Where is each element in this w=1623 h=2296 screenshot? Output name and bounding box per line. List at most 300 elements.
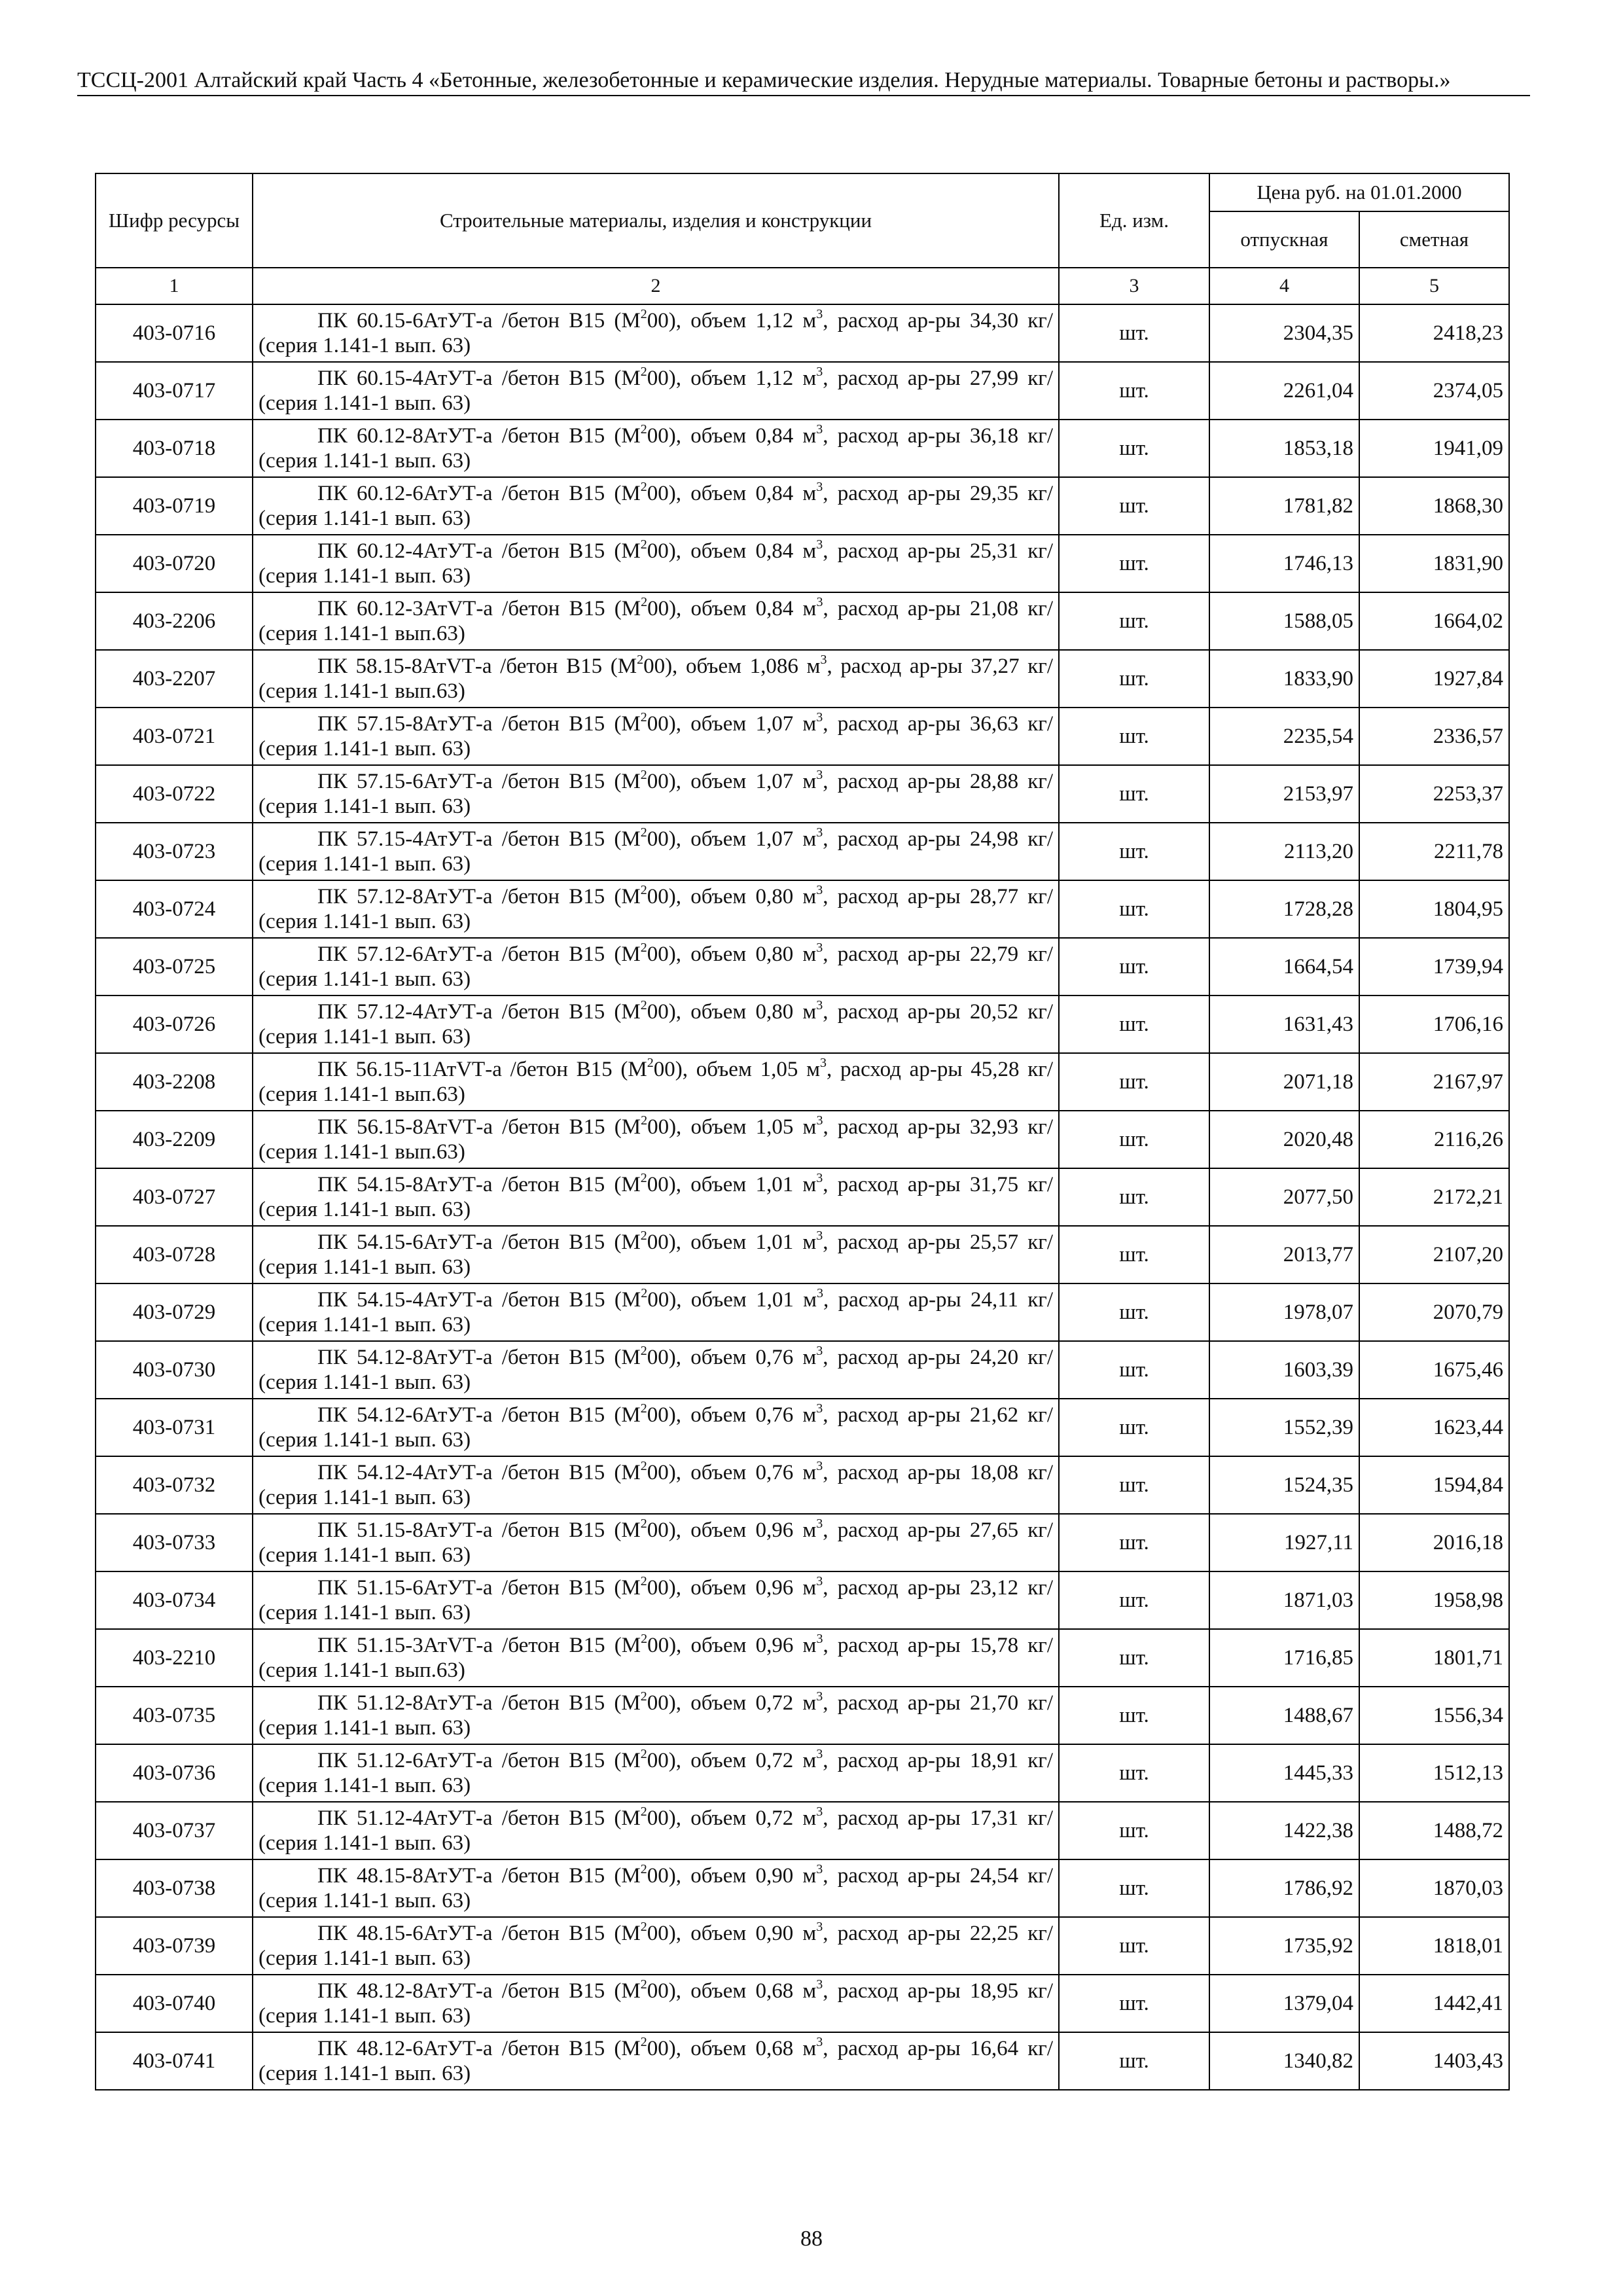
resource-code: 403-2207 [96, 650, 253, 708]
resource-code: 403-0717 [96, 362, 253, 420]
grade-superscript: 2 [640, 422, 647, 437]
description-part: ПК 51.12-8АтУТ-а /бетон В15 (М [317, 1691, 641, 1715]
description-part: , расход ар-ры 36,18 кг/ (серия 1.141-1 вып. 63) [259, 424, 1053, 473]
estimate-price: 2253,37 [1359, 765, 1509, 823]
release-price: 1781,82 [1209, 477, 1359, 535]
table-row [96, 938, 1509, 996]
description-part: 00), объем 0,68 м [647, 1979, 817, 2003]
description-part: ПК 57.15-4АтУТ-а /бетон В15 (М [317, 827, 641, 851]
unit: шт. [1059, 1226, 1209, 1283]
resource-code: 403-0731 [96, 1399, 253, 1456]
description-part: ПК 58.15-8АтVТ-а /бетон В15 (М [317, 655, 637, 678]
resource-code: 403-0738 [96, 1859, 253, 1917]
resource-code: 403-2210 [96, 1629, 253, 1687]
column-header-unit: Ед. изм. [1059, 173, 1209, 268]
cubic-superscript: 3 [816, 1229, 823, 1243]
description-part: , расход ар-ры 31,75 кг/ (серия 1.141-1 вып. 63) [259, 1173, 1053, 1221]
grade-superscript: 2 [640, 768, 647, 782]
estimate-price: 1739,94 [1359, 938, 1509, 996]
description-part: , расход ар-ры 24,54 кг/ (серия 1.141-1 вып. 63) [259, 1864, 1053, 1912]
cubic-superscript: 3 [816, 480, 823, 494]
estimate-price: 1594,84 [1359, 1456, 1509, 1514]
unit: шт. [1059, 1802, 1209, 1859]
cubic-superscript: 3 [816, 1401, 823, 1416]
document-header: ТССЦ-2001 Алтайский край Часть 4 «Бетонные, железобетонные и керамические изделия. Нерудные материалы. Товарные бетоны и растворы.» [77, 67, 1530, 96]
estimate-price: 1664,02 [1359, 592, 1509, 650]
description-part: ПК 56.15-8АтVТ-а /бетон В15 (М [317, 1115, 641, 1139]
description-part: 00), объем 0,84 м [647, 482, 817, 505]
cubic-superscript: 3 [816, 1977, 823, 1992]
item-description [253, 1399, 1059, 1456]
item-description [253, 2032, 1059, 2090]
description-part: 00), объем 0,90 м [647, 1922, 817, 1945]
resource-code: 403-0720 [96, 535, 253, 592]
description-part: 00), объем 1,01 м [647, 1173, 817, 1196]
estimate-price: 1958,98 [1359, 1571, 1509, 1629]
unit: шт. [1059, 708, 1209, 765]
item-description [253, 1283, 1059, 1341]
grade-superscript: 2 [640, 537, 647, 552]
description-part: ПК 48.12-8АтУТ-а /бетон В15 (М [317, 1979, 641, 2003]
description-part: 00), объем 1,12 м [647, 309, 817, 332]
description-part: , расход ар-ры 23,12 кг/ (серия 1.141-1 вып. 63) [259, 1576, 1053, 1624]
column-number: 4 [1209, 268, 1359, 304]
unit: шт. [1059, 2032, 1209, 2090]
unit: шт. [1059, 1168, 1209, 1226]
table-row [96, 1399, 1509, 1456]
column-header-release-price: отпускная [1209, 211, 1359, 268]
item-description [253, 1687, 1059, 1744]
description-part: 00), объем 0,72 м [647, 1691, 817, 1715]
column-number: 2 [253, 268, 1059, 304]
description-part: , расход ар-ры 16,64 кг/ (серия 1.141-1 вып. 63) [259, 2037, 1053, 2085]
description-part: , расход ар-ры 25,57 кг/ (серия 1.141-1 вып. 63) [259, 1230, 1053, 1279]
description-part: , расход ар-ры 15,78 кг/ (серия 1.141-1 вып.63) [259, 1634, 1053, 1682]
item-description [253, 996, 1059, 1053]
release-price: 1588,05 [1209, 592, 1359, 650]
description-part: , расход ар-ры 17,31 кг/ (серия 1.141-1 вып. 63) [259, 1806, 1053, 1855]
grade-superscript: 2 [640, 1689, 647, 1704]
grade-superscript: 2 [647, 1056, 654, 1070]
release-price: 2020,48 [1209, 1111, 1359, 1168]
unit: шт. [1059, 650, 1209, 708]
description-part: , расход ар-ры 27,99 кг/ (серия 1.141-1 вып. 63) [259, 367, 1053, 415]
release-price: 1488,67 [1209, 1687, 1359, 1744]
item-description [253, 1859, 1059, 1917]
resource-code: 403-2208 [96, 1053, 253, 1111]
description-part: , расход ар-ры 28,77 кг/ (серия 1.141-1 вып. 63) [259, 885, 1053, 933]
cubic-superscript: 3 [816, 1920, 823, 1934]
description-part: 00), объем 1,01 м [647, 1288, 817, 1312]
description-part: 00), объем 0,84 м [647, 597, 817, 620]
grade-superscript: 2 [640, 1747, 647, 1761]
description-part: 00), объем 0,96 м [647, 1634, 817, 1657]
resource-code: 403-2206 [96, 592, 253, 650]
item-description [253, 304, 1059, 362]
resource-code: 403-0727 [96, 1168, 253, 1226]
item-description [253, 535, 1059, 592]
table-row [96, 1687, 1509, 1744]
grade-superscript: 2 [641, 1286, 648, 1300]
resource-code: 403-0723 [96, 823, 253, 880]
release-price: 1786,92 [1209, 1859, 1359, 1917]
description-part: ПК 60.15-4АтУТ-а /бетон В15 (М [317, 367, 641, 390]
grade-superscript: 2 [640, 825, 647, 840]
description-part: ПК 54.15-8АтУТ-а /бетон В15 (М [317, 1173, 641, 1196]
cubic-superscript: 3 [816, 1459, 823, 1473]
description-part: 00), объем 0,76 м [647, 1346, 817, 1369]
unit: шт. [1059, 304, 1209, 362]
item-description [253, 1975, 1059, 2032]
release-price: 1853,18 [1209, 420, 1359, 477]
resource-code: 403-0740 [96, 1975, 253, 2032]
release-price: 1379,04 [1209, 1975, 1359, 2032]
description-part: ПК 60.12-8АтУТ-а /бетон В15 (М [317, 424, 641, 448]
cubic-superscript: 3 [816, 1171, 823, 1185]
resource-code: 403-0735 [96, 1687, 253, 1744]
release-price: 1524,35 [1209, 1456, 1359, 1514]
item-description [253, 1629, 1059, 1687]
description-part: 00), объем 1,086 м [643, 655, 821, 678]
grade-superscript: 2 [640, 941, 647, 955]
cubic-superscript: 3 [816, 768, 823, 782]
unit: шт. [1059, 535, 1209, 592]
resource-code: 403-0736 [96, 1744, 253, 1802]
item-description [253, 1168, 1059, 1226]
description-part: 00), объем 0,80 м [647, 885, 817, 908]
table-row [96, 1226, 1509, 1283]
estimate-price: 2107,20 [1359, 1226, 1509, 1283]
item-description [253, 823, 1059, 880]
estimate-price: 1801,71 [1359, 1629, 1509, 1687]
description-part: ПК 54.12-4АтУТ-а /бетон В15 (М [317, 1461, 641, 1484]
description-part: 00), объем 0,96 м [647, 1518, 817, 1542]
estimate-price: 1868,30 [1359, 477, 1509, 535]
description-part: , расход ар-ры 22,79 кг/ (серия 1.141-1 вып. 63) [259, 942, 1053, 991]
cubic-superscript: 3 [819, 1056, 827, 1070]
description-part: 00), объем 0,80 м [647, 942, 817, 966]
estimate-price: 1675,46 [1359, 1341, 1509, 1399]
table-row [96, 1629, 1509, 1687]
resource-code: 403-2209 [96, 1111, 253, 1168]
grade-superscript: 2 [640, 1401, 647, 1416]
release-price: 2261,04 [1209, 362, 1359, 420]
description-part: , расход ар-ры 28,88 кг/ (серия 1.141-1 вып. 63) [259, 770, 1053, 818]
table-row [96, 823, 1509, 880]
estimate-price: 1804,95 [1359, 880, 1509, 938]
description-part: 00), объем 0,72 м [647, 1749, 817, 1772]
item-description [253, 1571, 1059, 1629]
table-row [96, 1859, 1509, 1917]
resource-code: 403-0722 [96, 765, 253, 823]
release-price: 2113,20 [1209, 823, 1359, 880]
column-header-estimate-price: сметная [1359, 211, 1509, 268]
grade-superscript: 2 [640, 1516, 647, 1531]
item-description [253, 592, 1059, 650]
grade-superscript: 2 [641, 1632, 648, 1646]
estimate-price: 1556,34 [1359, 1687, 1509, 1744]
table-row [96, 362, 1509, 420]
unit: шт. [1059, 1571, 1209, 1629]
resource-code: 403-0726 [96, 996, 253, 1053]
cubic-superscript: 3 [816, 1747, 823, 1761]
table-row [96, 1975, 1509, 2032]
grade-superscript: 2 [640, 1862, 647, 1876]
column-header-name: Строительные материалы, изделия и конструкции [253, 173, 1059, 268]
cubic-superscript: 3 [816, 825, 823, 840]
description-part: 00), объем 0,76 м [647, 1461, 817, 1484]
estimate-price: 2172,21 [1359, 1168, 1509, 1226]
release-price: 2304,35 [1209, 304, 1359, 362]
description-part: 00), объем 0,84 м [647, 424, 817, 448]
description-part: , расход ар-ры 22,25 кг/ (серия 1.141-1 вып. 63) [259, 1922, 1053, 1970]
table-row [96, 1571, 1509, 1629]
item-description [253, 1456, 1059, 1514]
description-part: , расход ар-ры 18,08 кг/ (серия 1.141-1 вып. 63) [259, 1461, 1053, 1509]
item-description [253, 708, 1059, 765]
estimate-price: 1927,84 [1359, 650, 1509, 708]
grade-superscript: 2 [640, 883, 647, 897]
cubic-superscript: 3 [816, 1113, 823, 1128]
description-part: ПК 60.12-4АтУТ-а /бетон В15 (М [317, 539, 641, 563]
estimate-price: 2336,57 [1359, 708, 1509, 765]
description-part: 00), объем 0,96 м [647, 1576, 817, 1600]
description-part: , расход ар-ры 37,27 кг/ (серия 1.141-1 вып.63) [259, 655, 1053, 703]
description-part: 00), объем 1,07 м [647, 827, 817, 851]
unit: шт. [1059, 362, 1209, 420]
unit: шт. [1059, 477, 1209, 535]
description-part: 00), объем 1,07 м [647, 712, 817, 736]
description-part: ПК 51.15-6АтУТ-а /бетон В15 (М [317, 1576, 641, 1600]
resource-code: 403-0721 [96, 708, 253, 765]
estimate-price: 1623,44 [1359, 1399, 1509, 1456]
release-price: 1664,54 [1209, 938, 1359, 996]
table-row [96, 1053, 1509, 1111]
estimate-price: 1941,09 [1359, 420, 1509, 477]
release-price: 1978,07 [1209, 1283, 1359, 1341]
release-price: 1716,85 [1209, 1629, 1359, 1687]
table-row [96, 880, 1509, 938]
table-row [96, 1456, 1509, 1514]
item-description [253, 362, 1059, 420]
resource-code: 403-0737 [96, 1802, 253, 1859]
table-row [96, 2032, 1509, 2090]
description-part: , расход ар-ры 21,62 кг/ (серия 1.141-1 вып. 63) [259, 1403, 1053, 1452]
estimate-price: 2374,05 [1359, 362, 1509, 420]
table-row [96, 1168, 1509, 1226]
release-price: 2235,54 [1209, 708, 1359, 765]
estimate-price: 1818,01 [1359, 1917, 1509, 1975]
description-part: , расход ар-ры 36,63 кг/ (серия 1.141-1 вып. 63) [259, 712, 1053, 761]
description-part: , расход ар-ры 27,65 кг/ (серия 1.141-1 вып. 63) [259, 1518, 1053, 1567]
cubic-superscript: 3 [816, 1574, 823, 1588]
release-price: 1833,90 [1209, 650, 1359, 708]
description-part: 00), объем 0,72 м [647, 1806, 817, 1830]
table-row [96, 1283, 1509, 1341]
description-part: ПК 57.15-8АтУТ-а /бетон В15 (М [317, 712, 641, 736]
release-price: 2013,77 [1209, 1226, 1359, 1283]
description-part: ПК 60.12-6АтУТ-а /бетон В15 (М [317, 482, 641, 505]
table-row [96, 420, 1509, 477]
description-part: 00), объем 0,80 м [647, 1000, 817, 1024]
description-part: ПК 48.15-6АтУТ-а /бетон В15 (М [317, 1922, 641, 1945]
description-part: , расход ар-ры 32,93 кг/ (серия 1.141-1 вып.63) [259, 1115, 1053, 1164]
price-table [95, 173, 1510, 2090]
estimate-price: 1831,90 [1359, 535, 1509, 592]
page-number: 88 [800, 2227, 823, 2251]
grade-superscript: 2 [640, 1920, 647, 1934]
column-header-price-group: Цена руб. на 01.01.2000 [1209, 173, 1509, 211]
grade-superscript: 2 [640, 365, 647, 379]
cubic-superscript: 3 [816, 1862, 823, 1876]
item-description [253, 880, 1059, 938]
cubic-superscript: 3 [817, 1286, 824, 1300]
release-price: 1631,43 [1209, 996, 1359, 1053]
grade-superscript: 2 [640, 1229, 647, 1243]
description-part: , расход ар-ры 21,08 кг/ (серия 1.141-1 вып.63) [259, 597, 1053, 645]
description-part: ПК 48.12-6АтУТ-а /бетон В15 (М [317, 2037, 641, 2060]
description-part: ПК 51.12-6АтУТ-а /бетон В15 (М [317, 1749, 641, 1772]
description-part: , расход ар-ры 24,20 кг/ (серия 1.141-1 вып. 63) [259, 1346, 1053, 1394]
estimate-price: 1512,13 [1359, 1744, 1509, 1802]
resource-code: 403-0734 [96, 1571, 253, 1629]
grade-superscript: 2 [640, 307, 647, 321]
description-part: 00), объем 0,68 м [647, 2037, 817, 2060]
release-price: 1728,28 [1209, 880, 1359, 938]
release-price: 1445,33 [1209, 1744, 1359, 1802]
description-part: 00), объем 1,07 м [647, 770, 817, 793]
description-part: ПК 60.15-6АтУТ-а /бетон В15 (М [317, 309, 641, 332]
description-part: , расход ар-ры 45,28 кг/ (серия 1.141-1 вып.63) [259, 1058, 1053, 1106]
grade-superscript: 2 [640, 1574, 647, 1588]
estimate-price: 1488,72 [1359, 1802, 1509, 1859]
table-body [96, 304, 1509, 2090]
table-row [96, 1341, 1509, 1399]
description-part: ПК 54.15-4АтУТ-а /бетон В15 (М [317, 1288, 641, 1312]
unit: шт. [1059, 1283, 1209, 1341]
table-row [96, 477, 1509, 535]
cubic-superscript: 3 [816, 1689, 823, 1704]
release-price: 1603,39 [1209, 1341, 1359, 1399]
description-part: , расход ар-ры 25,31 кг/ (серия 1.141-1 вып. 63) [259, 539, 1053, 588]
resource-code: 403-0728 [96, 1226, 253, 1283]
description-part: , расход ар-ры 18,95 кг/ (серия 1.141-1 вып. 63) [259, 1979, 1053, 2028]
grade-superscript: 2 [640, 998, 647, 1013]
cubic-superscript: 3 [816, 1632, 823, 1646]
description-part: 00), объем 0,84 м [647, 539, 817, 563]
resource-code: 403-0730 [96, 1341, 253, 1399]
estimate-price: 2070,79 [1359, 1283, 1509, 1341]
resource-code: 403-0739 [96, 1917, 253, 1975]
cubic-superscript: 3 [816, 1516, 823, 1531]
table-row [96, 996, 1509, 1053]
estimate-price: 2016,18 [1359, 1514, 1509, 1571]
cubic-superscript: 3 [816, 998, 823, 1013]
unit: шт. [1059, 1514, 1209, 1571]
unit: шт. [1059, 1111, 1209, 1168]
column-number: 5 [1359, 268, 1509, 304]
item-description [253, 1053, 1059, 1111]
description-part: ПК 57.12-8АтУТ-а /бетон В15 (М [317, 885, 641, 908]
description-part: , расход ар-ры 34,30 кг/ (серия 1.141-1 вып. 63) [259, 309, 1053, 357]
unit: шт. [1059, 996, 1209, 1053]
estimate-price: 2418,23 [1359, 304, 1509, 362]
unit: шт. [1059, 420, 1209, 477]
description-part: ПК 51.12-4АтУТ-а /бетон В15 (М [317, 1806, 641, 1830]
release-price: 1340,82 [1209, 2032, 1359, 2090]
release-price: 1735,92 [1209, 1917, 1359, 1975]
release-price: 1422,38 [1209, 1802, 1359, 1859]
resource-code: 403-0719 [96, 477, 253, 535]
description-part: , расход ар-ры 18,91 кг/ (серия 1.141-1 вып. 63) [259, 1749, 1053, 1797]
cubic-superscript: 3 [816, 883, 823, 897]
description-part: 00), объем 0,90 м [647, 1864, 817, 1888]
estimate-price: 2116,26 [1359, 1111, 1509, 1168]
description-part: 00), объем 0,76 м [647, 1403, 817, 1427]
table-row [96, 708, 1509, 765]
cubic-superscript: 3 [816, 941, 823, 955]
table-row [96, 1111, 1509, 1168]
description-part: ПК 57.12-6АтУТ-а /бетон В15 (М [317, 942, 641, 966]
release-price: 1746,13 [1209, 535, 1359, 592]
unit: шт. [1059, 823, 1209, 880]
release-price: 1927,11 [1209, 1514, 1359, 1571]
unit: шт. [1059, 765, 1209, 823]
grade-superscript: 2 [640, 1344, 647, 1358]
unit: шт. [1059, 592, 1209, 650]
release-price: 2077,50 [1209, 1168, 1359, 1226]
table-row [96, 765, 1509, 823]
description-part: , расход ар-ры 24,98 кг/ (серия 1.141-1 вып. 63) [259, 827, 1053, 876]
description-part: ПК 54.12-8АтУТ-а /бетон В15 (М [317, 1346, 641, 1369]
item-description [253, 477, 1059, 535]
release-price: 1552,39 [1209, 1399, 1359, 1456]
grade-superscript: 2 [641, 595, 648, 609]
description-part: ПК 51.15-8АтУТ-а /бетон В15 (М [317, 1518, 641, 1542]
description-part: ПК 57.12-4АтУТ-а /бетон В15 (М [317, 1000, 641, 1024]
description-part: 00), объем 1,05 м [647, 1115, 817, 1139]
resource-code: 403-0716 [96, 304, 253, 362]
resource-code: 403-0724 [96, 880, 253, 938]
description-part: , расход ар-ры 29,35 кг/ (серия 1.141-1 вып. 63) [259, 482, 1053, 530]
table-row [96, 535, 1509, 592]
grade-superscript: 2 [640, 1459, 647, 1473]
grade-superscript: 2 [640, 2035, 647, 2049]
description-part: , расход ар-ры 24,11 кг/ (серия 1.141-1 вып. 63) [259, 1288, 1054, 1336]
unit: шт. [1059, 938, 1209, 996]
resource-code: 403-0725 [96, 938, 253, 996]
unit: шт. [1059, 1399, 1209, 1456]
cubic-superscript: 3 [816, 537, 823, 552]
cubic-superscript: 3 [816, 595, 823, 609]
estimate-price: 1706,16 [1359, 996, 1509, 1053]
item-description [253, 1917, 1059, 1975]
description-part: ПК 56.15-11АтVТ-а /бетон В15 (М [317, 1058, 647, 1081]
grade-superscript: 2 [640, 710, 647, 725]
column-number: 1 [96, 268, 253, 304]
description-part: ПК 48.15-8АтУТ-а /бетон В15 (М [317, 1864, 641, 1888]
table-row [96, 592, 1509, 650]
resource-code: 403-0733 [96, 1514, 253, 1571]
unit: шт. [1059, 1456, 1209, 1514]
release-price: 2153,97 [1209, 765, 1359, 823]
estimate-price: 1442,41 [1359, 1975, 1509, 2032]
description-part: ПК 60.12-3АтVТ-а /бетон В15 (М [317, 597, 641, 620]
release-price: 2071,18 [1209, 1053, 1359, 1111]
description-part: ПК 51.15-3АтVТ-а /бетон В15 (М [317, 1634, 641, 1657]
description-part: ПК 57.15-6АтУТ-а /бетон В15 (М [317, 770, 641, 793]
table-row [96, 1514, 1509, 1571]
